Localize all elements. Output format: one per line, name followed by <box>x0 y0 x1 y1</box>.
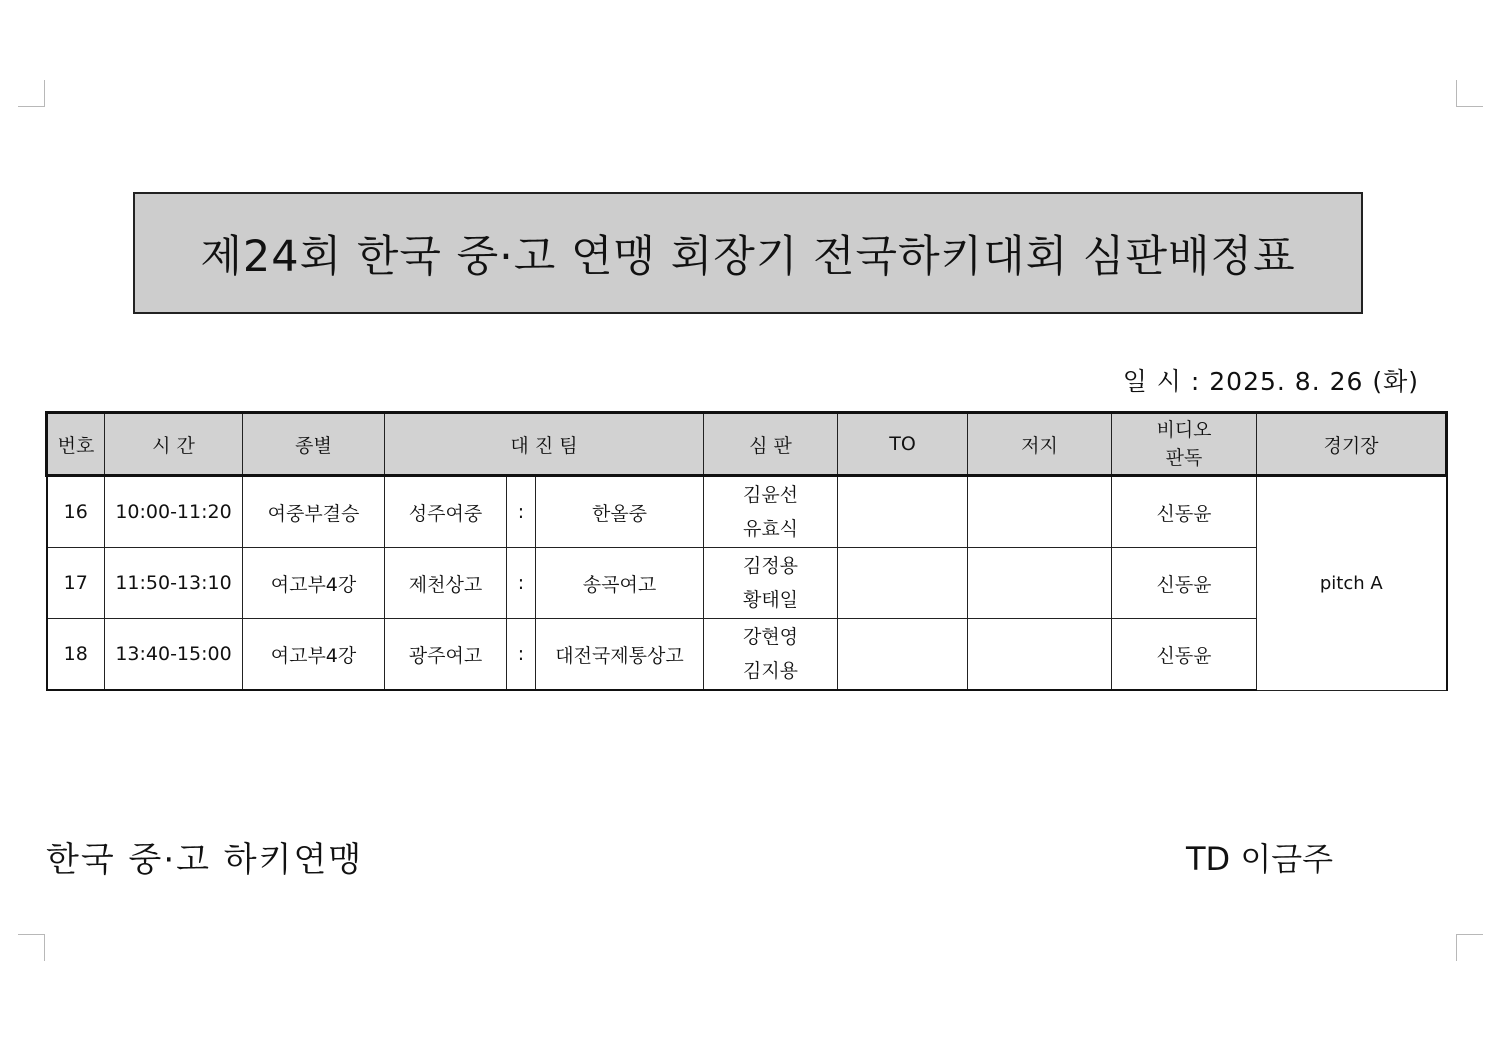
header-referees: 심 판 <box>704 413 838 476</box>
cell-team-a: 제천상고 <box>385 548 507 619</box>
cell-category: 여중부결승 <box>243 476 385 548</box>
cell-separator: : <box>507 476 536 548</box>
cell-team-b: 대전국제통상고 <box>536 619 704 691</box>
cell-referees <box>704 548 838 619</box>
header-video <box>1112 413 1257 476</box>
cell-no: 17 <box>47 548 105 619</box>
header-no: 번호 <box>47 413 105 476</box>
referee-2: 유효식 <box>742 518 799 540</box>
page-corner-mark <box>1456 934 1483 961</box>
table-row <box>47 476 1447 548</box>
cell-venue: pitch A <box>1257 476 1447 691</box>
cell-team-a: 광주여고 <box>385 619 507 691</box>
referee-1: 김정용 <box>742 555 799 577</box>
cell-category: 여고부4강 <box>243 619 385 691</box>
cell-time: 11:50-13:10 <box>105 548 243 619</box>
cell-to <box>838 548 968 619</box>
header-time: 시 간 <box>105 413 243 476</box>
referee-1: 강현영 <box>742 626 799 648</box>
cell-judge <box>968 476 1112 548</box>
referee-1: 김윤선 <box>742 484 799 506</box>
table-row <box>47 548 1447 619</box>
referee-schedule-table <box>45 411 1448 691</box>
cell-category: 여고부4강 <box>243 548 385 619</box>
cell-no: 16 <box>47 476 105 548</box>
header-video-line1: 비디오 <box>1156 419 1212 441</box>
cell-to <box>838 619 968 691</box>
cell-judge <box>968 619 1112 691</box>
cell-video: 신동윤 <box>1112 548 1257 619</box>
technical-delegate: TD 이금주 <box>1186 840 1334 878</box>
cell-team-b: 한올중 <box>536 476 704 548</box>
cell-video: 신동윤 <box>1112 476 1257 548</box>
cell-separator: : <box>507 619 536 691</box>
header-venue: 경기장 <box>1257 413 1447 476</box>
page-corner-mark <box>1456 80 1483 107</box>
organization-name: 한국 중·고 하키연맹 <box>46 840 364 880</box>
cell-time: 13:40-15:00 <box>105 619 243 691</box>
cell-to <box>838 476 968 548</box>
table-row <box>47 619 1447 691</box>
document-title: 제24회 한국 중·고 연맹 회장기 전국하키대회 심판배정표 <box>200 231 1296 282</box>
cell-separator: : <box>507 548 536 619</box>
cell-judge <box>968 548 1112 619</box>
cell-team-b: 송곡여고 <box>536 548 704 619</box>
cell-video: 신동윤 <box>1112 619 1257 691</box>
referee-2: 김지용 <box>742 660 799 682</box>
header-judge: 저지 <box>968 413 1112 476</box>
referee-2: 황태일 <box>742 589 799 611</box>
date-line: 일 시 : 2025. 8. 26 (화) <box>1122 367 1419 396</box>
header-category: 종별 <box>243 413 385 476</box>
table-header-row <box>47 413 1447 476</box>
header-to: TO <box>838 413 968 476</box>
cell-team-a: 성주여중 <box>385 476 507 548</box>
page-corner-mark <box>18 934 45 961</box>
header-teams: 대 진 팀 <box>385 413 704 476</box>
header-video-line2: 판독 <box>1165 447 1203 469</box>
cell-referees <box>704 619 838 691</box>
page-corner-mark <box>18 80 45 107</box>
cell-referees <box>704 476 838 548</box>
cell-no: 18 <box>47 619 105 691</box>
title-box <box>133 192 1363 314</box>
cell-time: 10:00-11:20 <box>105 476 243 548</box>
